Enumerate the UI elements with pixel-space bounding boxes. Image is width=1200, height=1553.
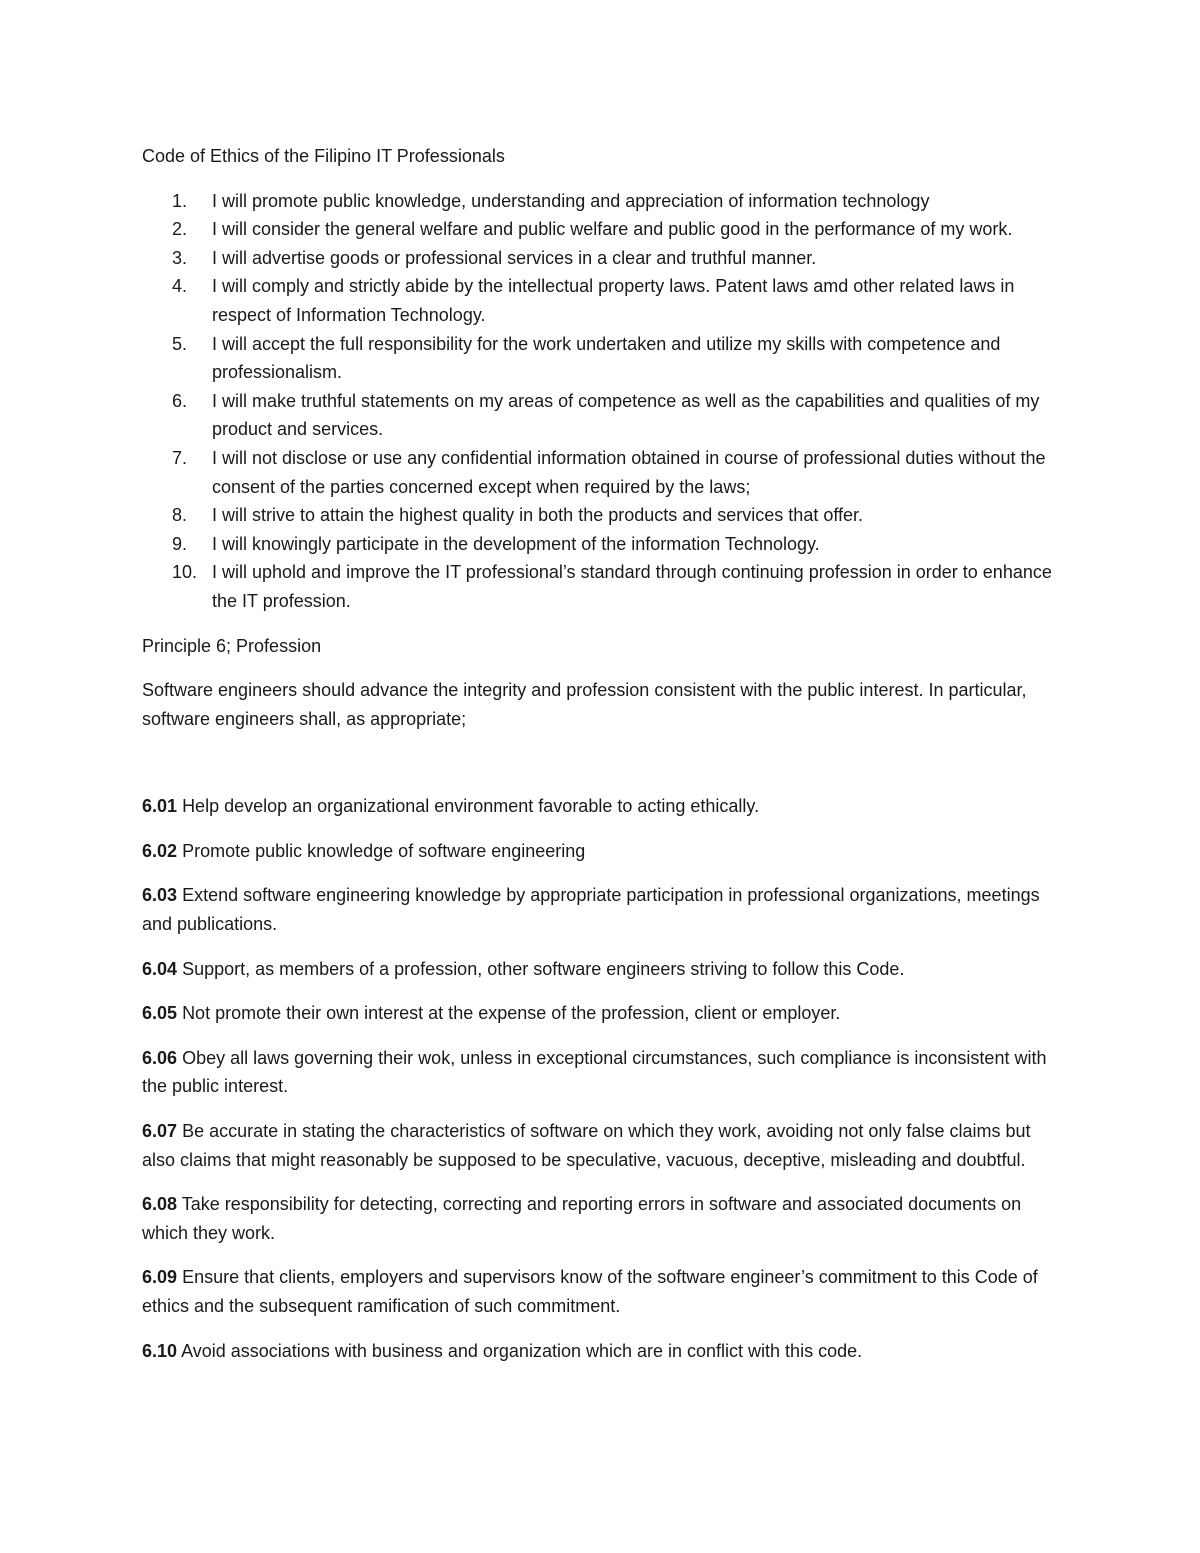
clause-item [142,999,1062,1028]
list-item-number: 9. [172,533,188,554]
list-item-text: I will accept the full responsibility for the work undertaken and utilize my skills with competence and professionalism. [212,333,1001,383]
list-item-text: I will not disclose or use any confidential information obtained in course of professional duties without the consent of the parties concerned except when required by the laws; [212,447,1046,497]
list-item [142,272,1062,329]
clause-number: 6.07 [142,1121,178,1142]
list-item-number: 7. [172,447,188,468]
clause-number: 6.05 [142,1003,178,1024]
list-item-text: I will advertise goods or professional services in a clear and truthful manner. [212,247,817,268]
clause-item [142,955,1062,984]
list-item-text: I will comply and strictly abide by the intellectual property laws. Patent laws amd other related laws in respect of Information Technology. [212,276,1015,325]
list-item-number: 4. [172,276,188,297]
list-item [142,215,1062,244]
clause-text: Avoid associations with business and organization which are in conflict with this code. [181,1340,863,1361]
list-item-text: I will make truthful statements on my areas of competence as well as the capabilities and qualities of my product and services. [212,390,1040,440]
list-item [142,530,1062,559]
list-item-text: I will promote public knowledge, understanding and appreciation of information technology [212,190,930,211]
clause-text: Take responsibility for detecting, correcting and reporting errors in software and associated documents on which they work. [142,1194,1022,1243]
clause-text: Extend software engineering knowledge by appropriate participation in professional organizations, meetings and publications. [142,885,1040,935]
list-item-number: 10. [172,562,198,583]
clause-text: Help develop an organizational environment favorable to acting ethically. [182,796,760,817]
clause-number: 6.08 [142,1194,178,1215]
list-item [142,501,1062,530]
clause-item [142,792,1062,821]
list-item-text: I will strive to attain the highest quality in both the products and services that offer. [212,505,864,526]
list-item-text: I will uphold and improve the IT professional’s standard through continuing profession in order to enhance the IT profession. [212,562,1052,611]
list-item-number: 6. [172,390,188,411]
clause-number: 6.01 [142,796,178,817]
clause-item [142,837,1062,866]
clause-text: Promote public knowledge of software engineering [182,840,586,861]
code-of-ethics-list [142,187,1062,616]
clause-number: 6.09 [142,1267,178,1288]
clause-item [142,1190,1062,1247]
list-item [142,444,1062,501]
clause-number: 6.03 [142,885,178,906]
document-title: Code of Ethics of the Filipino IT Professionals [142,146,505,166]
clause-item [142,1337,1062,1366]
clause-text: Support, as members of a profession, other software engineers striving to follow this Code. [182,958,905,979]
spacer [142,749,1062,792]
list-item-text: I will consider the general welfare and public welfare and public good in the performance of my work. [212,219,1013,240]
list-item [142,187,1062,216]
list-item [142,330,1062,387]
list-item-number: 2. [172,219,188,240]
clause-text: Ensure that clients, employers and supervisors know of the software engineer’s commitment to this Code of ethics and the subsequent ramification of such commitment. [142,1267,1038,1316]
clause-number: 6.10 [142,1340,178,1361]
list-item-number: 5. [172,333,188,354]
clause-text: Be accurate in stating the characteristics of software on which they work, avoiding not only false claims but also claims that might reasonably be supposed to be speculative, vacuous, deceptive, misleading and doubtful. [142,1121,1031,1170]
document-body [142,142,1062,1381]
clause-number: 6.06 [142,1047,178,1068]
clause-item [142,1117,1062,1174]
list-item [142,558,1062,615]
clause-number: 6.02 [142,840,178,861]
clause-item [142,1263,1062,1320]
clause-text: Obey all laws governing their wok, unless in exceptional circumstances, such compliance is inconsistent with the public interest. [142,1047,1047,1097]
clause-text: Not promote their own interest at the expense of the profession, client or employer. [182,1003,841,1024]
list-item [142,244,1062,273]
list-item-number: 8. [172,505,188,526]
list-item-number: 1. [172,190,188,211]
list-item-number: 3. [172,247,188,268]
principle-heading: Principle 6; Profession [142,635,322,656]
list-item-text: I will knowingly participate in the development of the information Technology. [212,533,820,554]
principle-intro: Software engineers should advance the integrity and profession consistent with the public interest. In particular, software engineers shall, as appropriate; [142,680,1027,729]
clause-item [142,881,1062,938]
list-item [142,387,1062,444]
clause-item [142,1044,1062,1101]
clause-number: 6.04 [142,958,178,979]
